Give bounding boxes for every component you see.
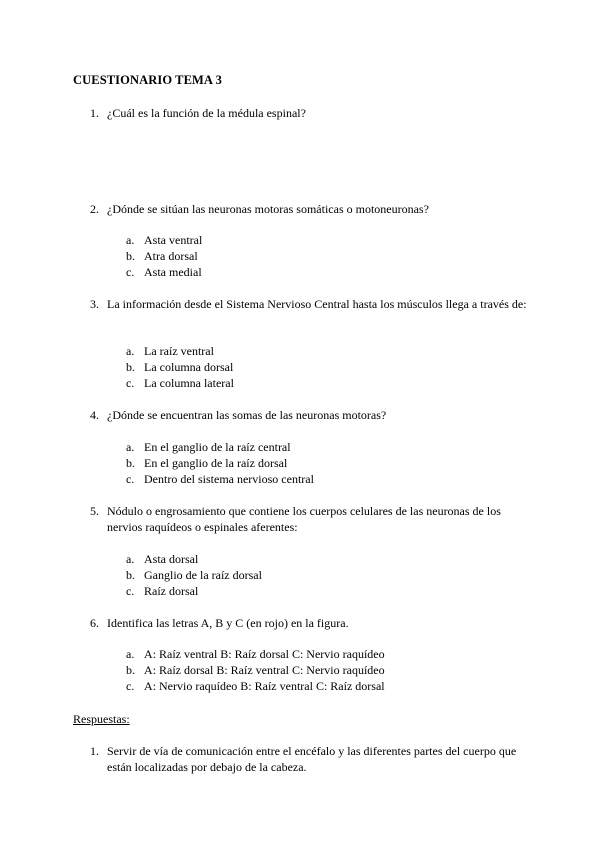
option-text: Asta ventral — [144, 233, 203, 247]
option-letter: a. — [126, 552, 135, 566]
option-letter: a. — [126, 344, 135, 358]
answer-text: Servir de vía de comunicación entre el encéfalo y las diferentes partes del cuerpo que están localizadas por debajo de la cabeza. — [107, 744, 517, 774]
option-text: Asta medial — [144, 265, 202, 279]
question-6 — [90, 615, 530, 631]
option-letter: b. — [126, 568, 135, 582]
option-letter: c. — [126, 376, 135, 390]
option-letter: b. — [126, 360, 135, 374]
option-letter: c. — [126, 679, 135, 693]
option-text: La raíz ventral — [144, 344, 214, 358]
option-letter: c. — [126, 584, 135, 598]
question-number: 4. — [90, 408, 99, 422]
question-text: ¿Dónde se sitúan las neuronas motoras somáticas o motoneuronas? — [107, 202, 429, 216]
question-4 — [90, 407, 530, 423]
answers-heading: Respuestas: — [73, 712, 130, 726]
question-text: La información desde el Sistema Nervioso Central hasta los músculos llega a través de: — [107, 297, 527, 311]
option-text: Ganglio de la raíz dorsal — [144, 568, 262, 582]
question-number: 3. — [90, 297, 99, 311]
question-5 — [90, 503, 530, 535]
option-letter: a. — [126, 440, 135, 454]
question-number: 6. — [90, 616, 99, 630]
question-text: Identifica las letras A, B y C (en rojo) en la figura. — [107, 616, 349, 630]
option-text: A: Raíz dorsal B: Raíz ventral C: Nervio raquídeo — [144, 663, 385, 677]
option-text: En el ganglio de la raíz central — [144, 440, 291, 454]
question-text: ¿Cuál es la función de la médula espinal? — [107, 106, 306, 120]
option-letter: c. — [126, 472, 135, 486]
option-text: A: Raíz ventral B: Raíz dorsal C: Nervio raquídeo — [144, 647, 385, 661]
question-2 — [90, 201, 530, 217]
question-number: 1. — [90, 106, 99, 120]
question-number: 5. — [90, 504, 99, 518]
option-text: La columna dorsal — [144, 360, 234, 374]
option-text: Asta dorsal — [144, 552, 199, 566]
answer-number: 1. — [90, 744, 99, 758]
option-letter: b. — [126, 663, 135, 677]
answer-1 — [90, 743, 530, 775]
question-number: 2. — [90, 202, 99, 216]
option-letter: b. — [126, 249, 135, 263]
option-text: Atra dorsal — [144, 249, 198, 263]
option-text: Dentro del sistema nervioso central — [144, 472, 314, 486]
option-letter: a. — [126, 233, 135, 247]
option-letter: c. — [126, 265, 135, 279]
page-title: CUESTIONARIO TEMA 3 — [73, 73, 222, 87]
option-text: Raíz dorsal — [144, 584, 199, 598]
option-text: En el ganglio de la raíz dorsal — [144, 456, 288, 470]
option-letter: b. — [126, 456, 135, 470]
question-text: Nódulo o engrosamiento que contiene los cuerpos celulares de las neuronas de los nervios raquídeos o espinales aferentes: — [107, 504, 501, 534]
option-letter: a. — [126, 647, 135, 661]
question-1 — [90, 105, 530, 121]
option-text: La columna lateral — [144, 376, 234, 390]
question-text: ¿Dónde se encuentran las somas de las neuronas motoras? — [107, 408, 387, 422]
question-3 — [90, 296, 530, 312]
option-text: A: Nervio raquídeo B: Raíz ventral C: Raíz dorsal — [144, 679, 385, 693]
